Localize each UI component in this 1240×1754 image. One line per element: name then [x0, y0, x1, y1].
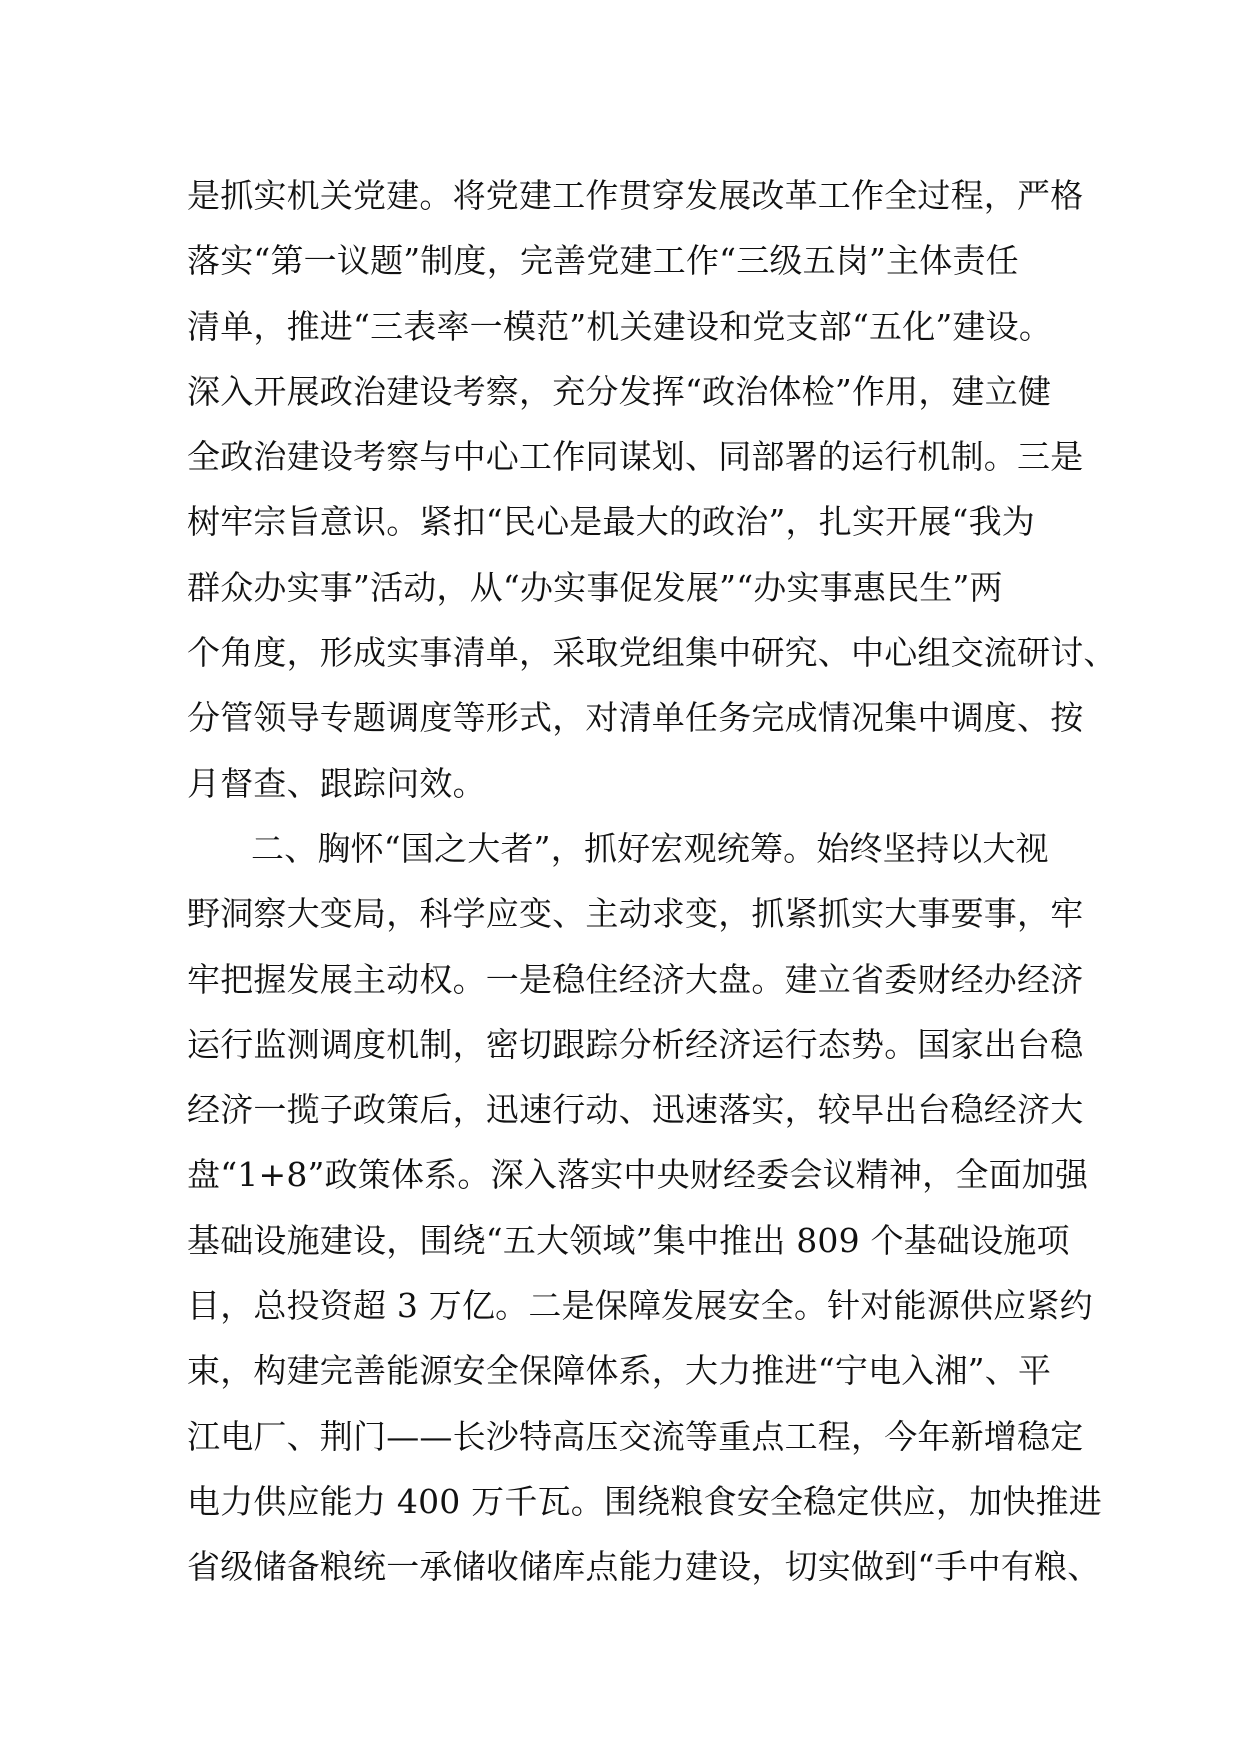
text-line: 目，总投资超 3 万亿。二是保障发展安全。针对能源供应紧约	[187, 1286, 1093, 1326]
text-line: 全政治建设考察与中心工作同谋划、同部署的运行机制。三是	[187, 437, 1084, 477]
text-line: 基础设施建设，围绕“五大领域”集中推出 809 个基础设施项	[187, 1220, 1070, 1260]
text-line: 个角度，形成实事清单，采取党组集中研究、中心组交流研讨、	[187, 633, 1117, 673]
text-line: 分管领导专题调度等形式，对清单任务完成情况集中调度、按	[187, 698, 1084, 738]
paragraph-start-line: 二、胸怀“国之大者”，抓好宏观统筹。始终坚持以大视	[251, 828, 1049, 868]
text-line: 落实“第一议题”制度，完善党建工作“三级五岗”主体责任	[187, 241, 1019, 281]
text-line: 清单，推进“三表率一模范”机关建设和党支部“五化”建设。	[187, 306, 1053, 346]
text-line: 野洞察大变局，科学应变、主动求变，抓紧抓实大事要事，牢	[187, 894, 1084, 934]
text-line: 江电厂、荆门——长沙特高压交流等重点工程，今年新增稳定	[187, 1416, 1084, 1456]
text-line: 月督查、跟踪问效。	[187, 763, 486, 803]
text-line: 盘“1+8”政策体系。深入落实中央财经委会议精神，全面加强	[187, 1155, 1089, 1195]
text-line: 深入开展政治建设考察，充分发挥“政治体检”作用，建立健	[187, 371, 1052, 411]
text-line: 群众办实事”活动，从“办实事促发展”“办实事惠民生”两	[187, 567, 1003, 607]
text-line: 束，构建完善能源安全保障体系，大力推进“宁电入湘”、平	[187, 1351, 1052, 1391]
text-line: 运行监测调度机制，密切跟踪分析经济运行态势。国家出台稳	[187, 1024, 1084, 1064]
text-line: 树牢宗旨意识。紧扣“民心是最大的政治”，扎实开展“我为	[187, 502, 1036, 542]
text-line: 省级储备粮统一承储收储库点能力建设，切实做到“手中有粮、	[187, 1547, 1101, 1587]
text-line: 牢把握发展主动权。一是稳住经济大盘。建立省委财经办经济	[187, 959, 1084, 999]
body-text	[187, 163, 1117, 1600]
text-line: 是抓实机关党建。将党建工作贯穿发展改革工作全过程，严格	[187, 176, 1084, 215]
text-line: 经济一揽子政策后，迅速行动、迅速落实，较早出台稳经济大	[187, 1090, 1084, 1130]
text-line: 电力供应能力 400 万千瓦。围绕粮食安全稳定供应，加快推进	[187, 1481, 1102, 1521]
